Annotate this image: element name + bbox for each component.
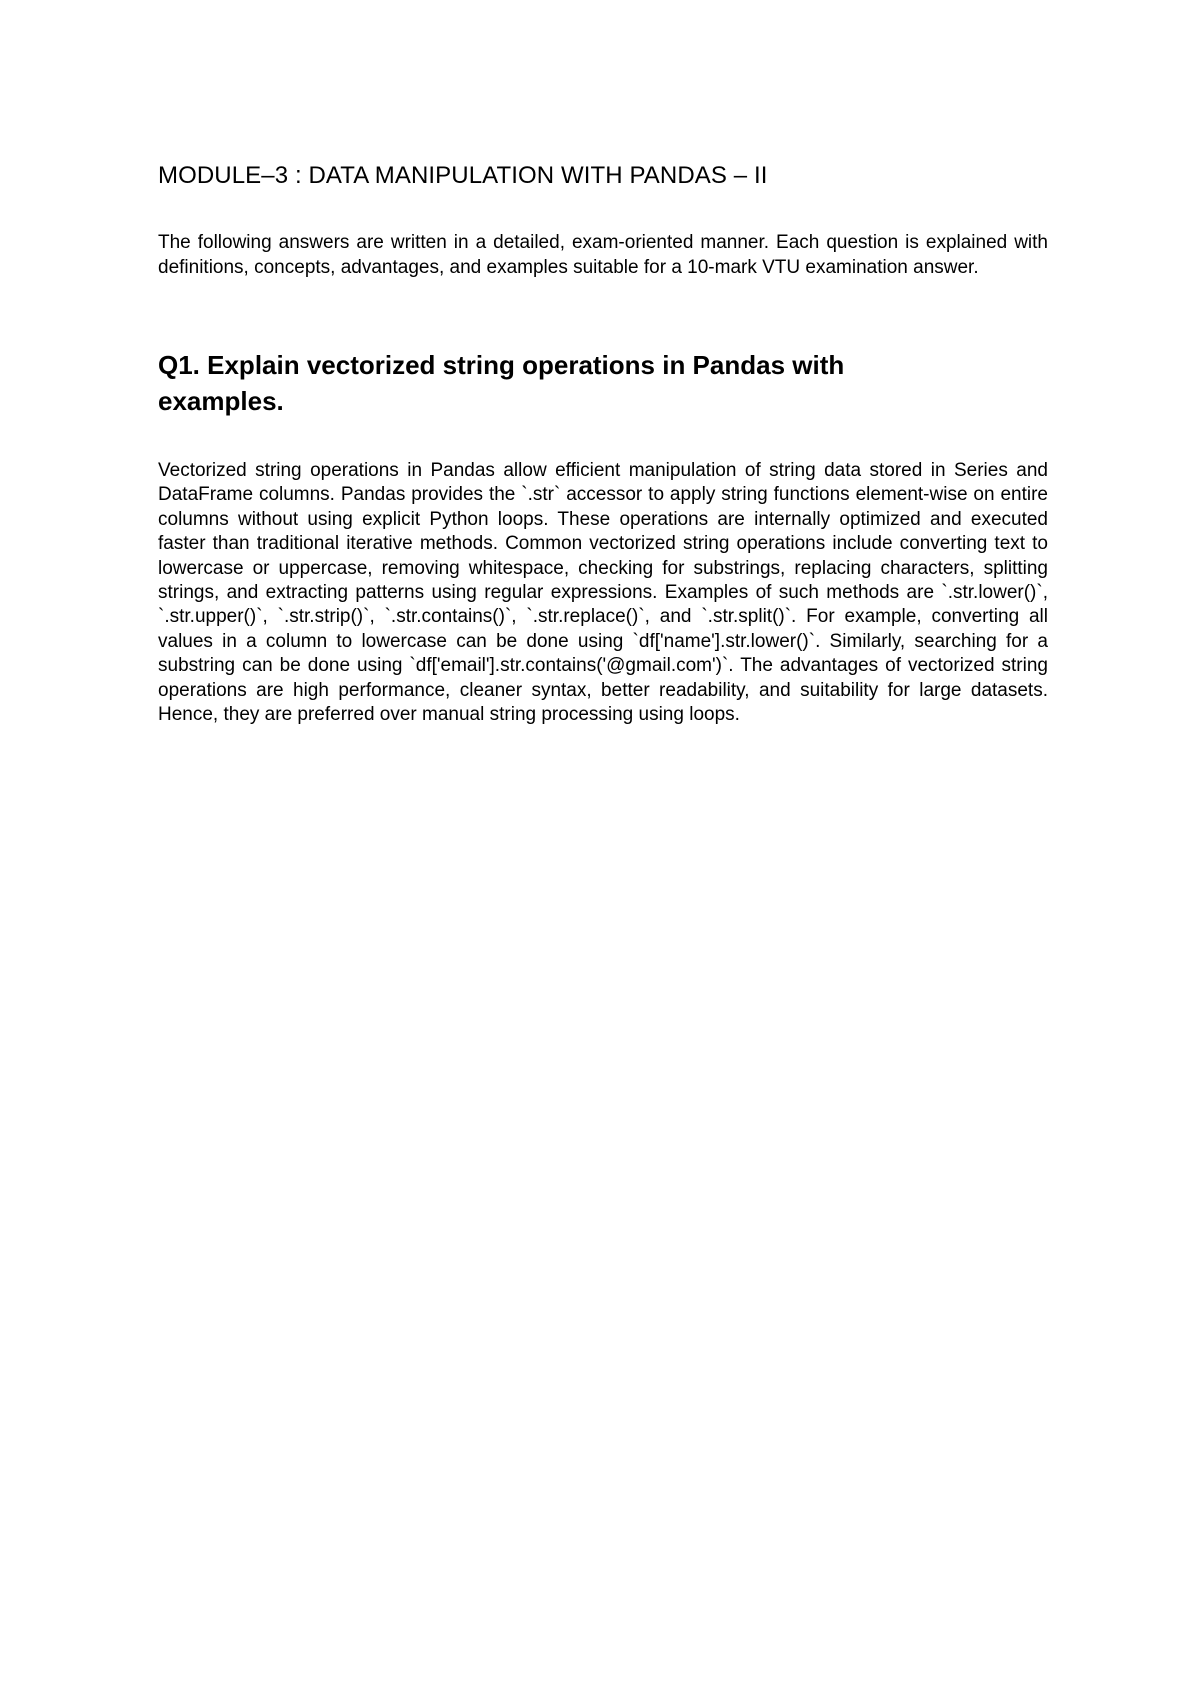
module-title: MODULE–3 : DATA MANIPULATION WITH PANDAS – II	[158, 162, 768, 189]
intro-paragraph: The following answers are written in a detailed, exam-oriented manner. Each question is explained with definitions, concepts, advantages, and examples suitable for a 10-mark VTU examination answer.	[158, 232, 1048, 278]
answer-paragraph: Vectorized string operations in Pandas allow efficient manipulation of string data stored in Series and DataFrame columns. Pandas provides the `.str` accessor to apply string functions element-wise on entire columns without using explicit Python loops. These operations are internally optimized and executed faster than traditional iterative methods. Common vectorized string operations include converting text to lowercase or uppercase, removing whitespace, checking for substrings, replacing characters, splitting strings, and extracting patterns using regular expressions. Examples of such methods are `.str.lower()`, `.str.upper()`, `.str.strip()`, `.str.contains()`, `.str.replace()`, and `.str.split()`. For example, converting all values in a column to lowercase can be done using `df['name'].str.lower()`. Similarly, searching for a substring can be done using `df['email'].str.contains('@gmail.com')`. The advantages of vectorized string operations are high performance, cleaner syntax, better readability, and suitability for large datasets. Hence, they are preferred over manual string processing using loops.	[158, 460, 1048, 726]
question-heading: Q1. Explain vectorized string operations in Pandas with examples.	[158, 350, 845, 416]
